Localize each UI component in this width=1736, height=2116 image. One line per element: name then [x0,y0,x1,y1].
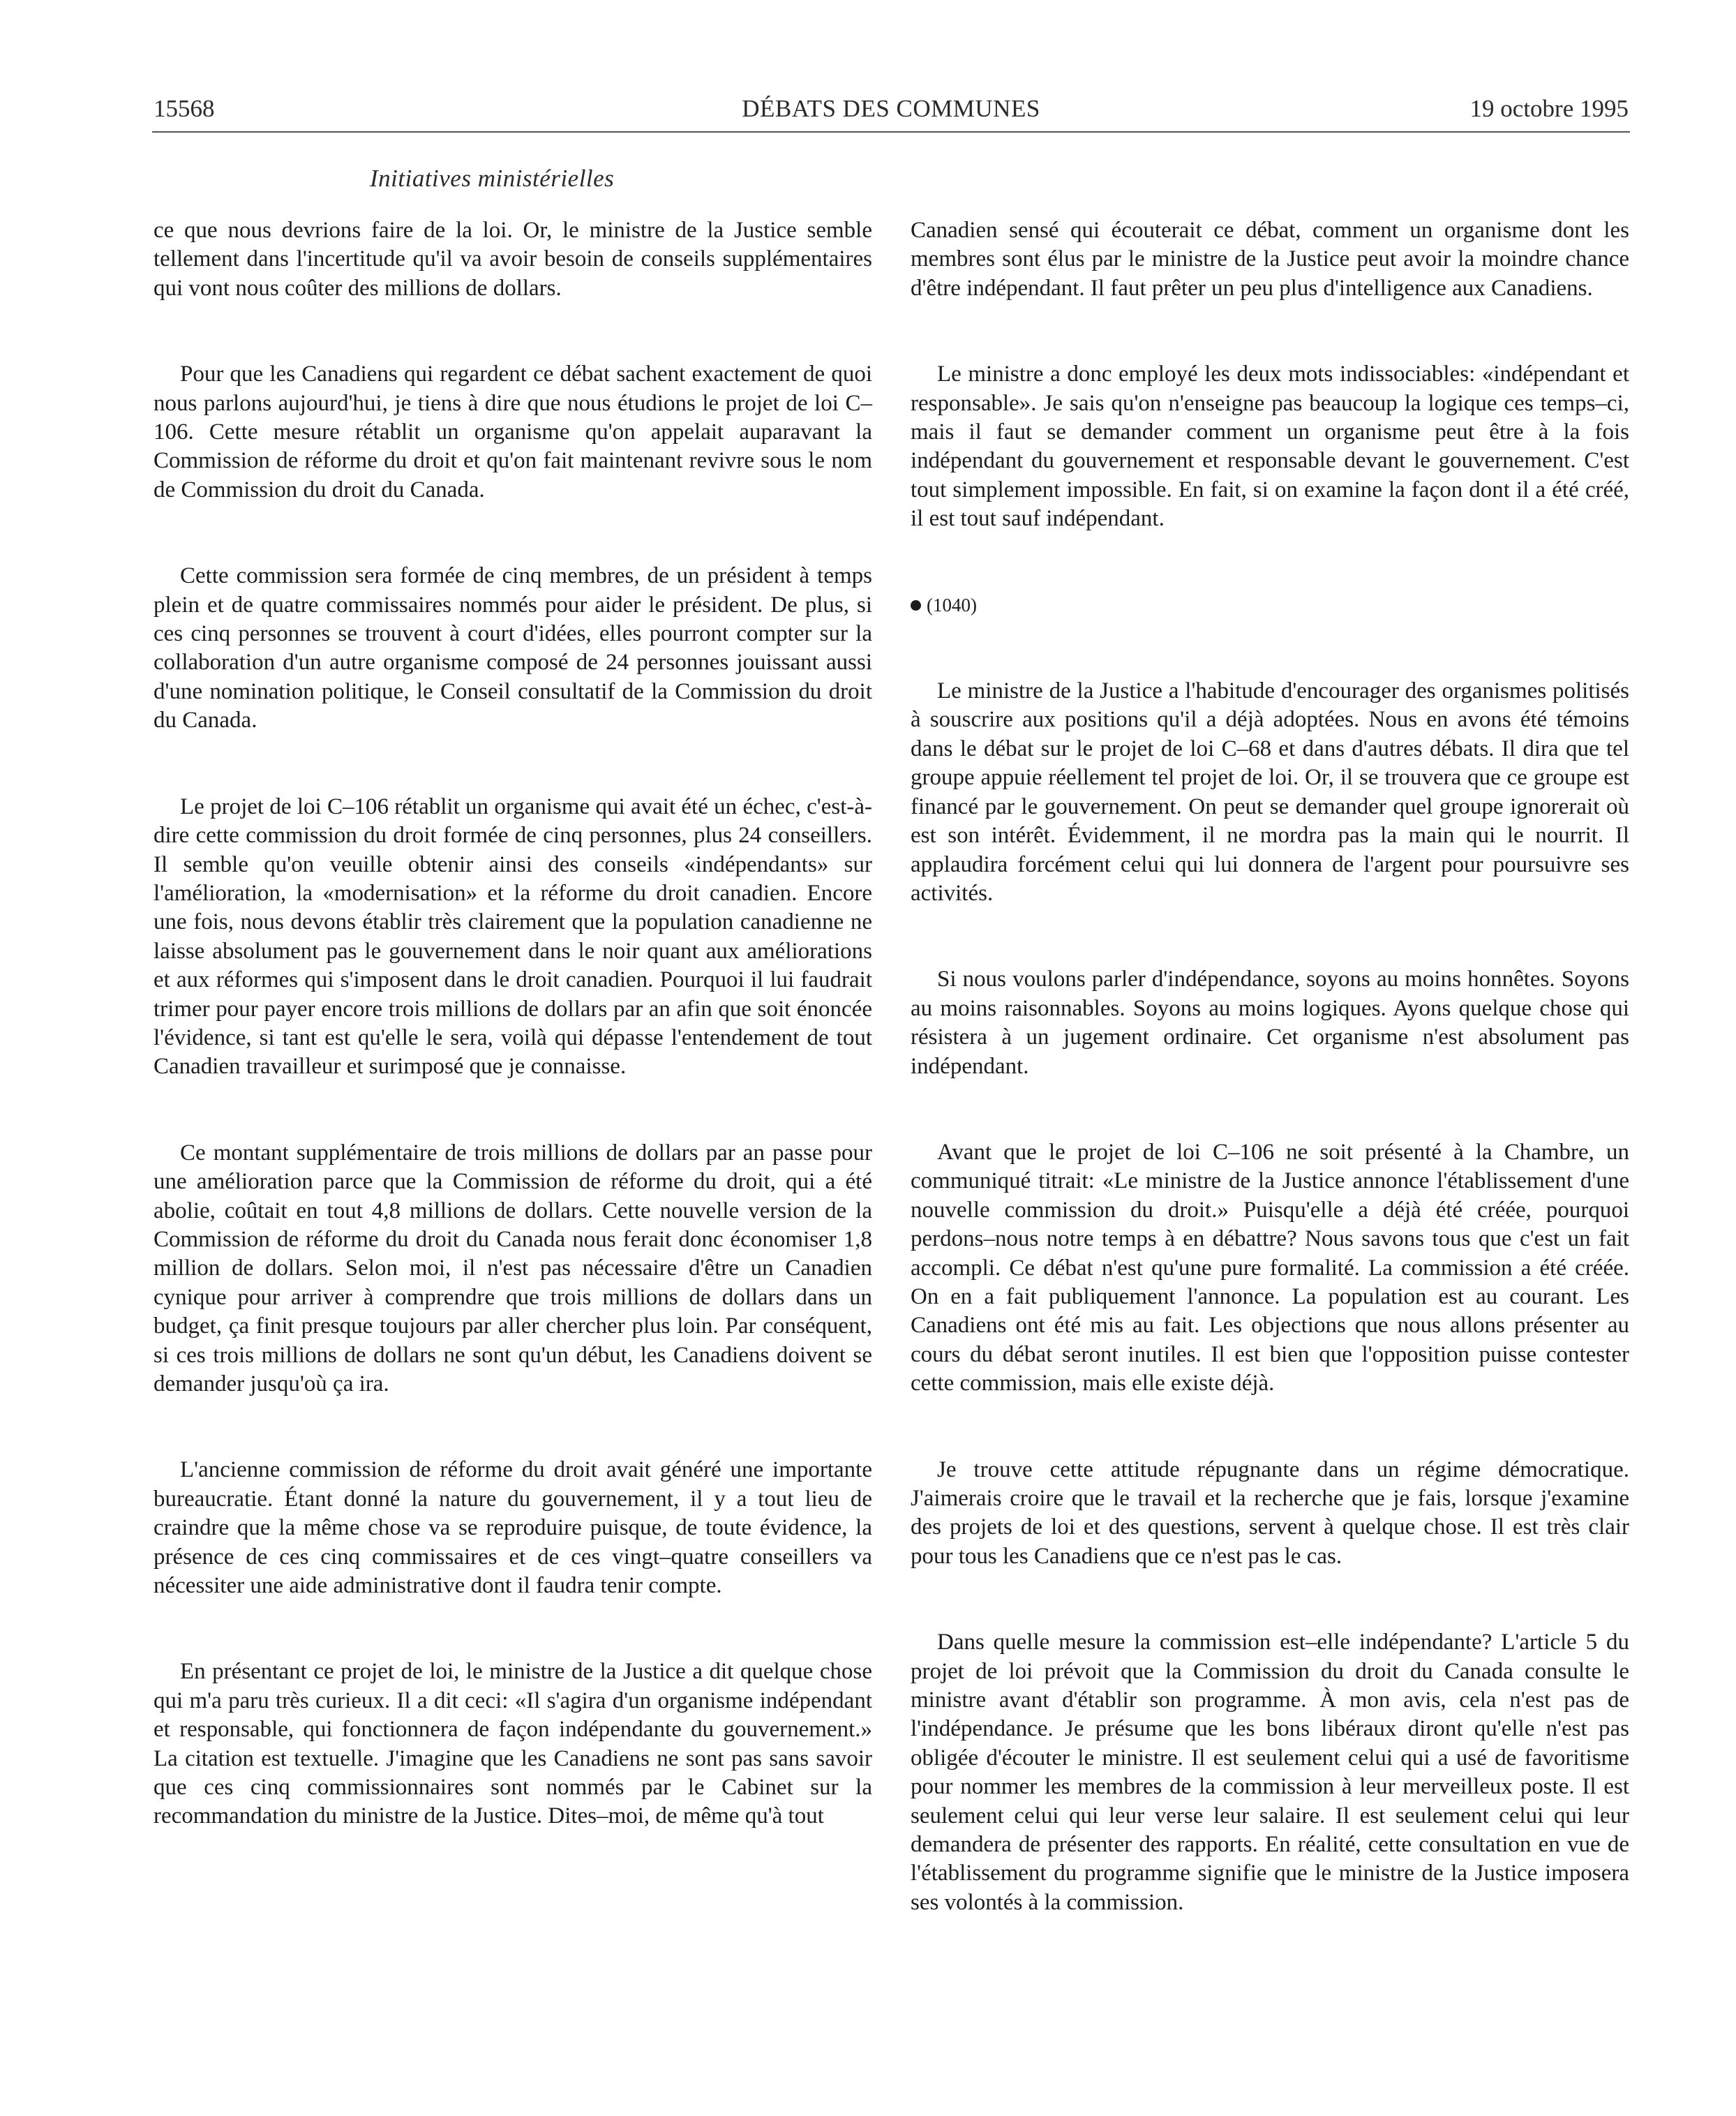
bullet-icon [911,600,921,611]
paragraph: Le projet de loi C–106 rétablit un organisme qui avait été un échec, c'est-à-dire cette commission du droit formée de cinq personnes, plus 24 conseillers. Il semble qu'on veuille obtenir ainsi des conseils «indépendants» sur l'amélioration, la «modernisation» et la réforme du droit canadien. Encore une fois, nous devons établir très clairement que la population canadienne ne laisse absolument pas le gouvernement dans le noir quant aux améliorations et aux réformes qui s'imposent dans le droit canadien. Pourquoi il lui faudrait trimer pour payer encore trois millions de dollars par an afin que soit énoncée l'évidence, si tant est qu'elle le sera, voilà qui dépasse l'entendement de tout Canadien travailleur et surimposé que je connaisse. [154,794,872,1080]
section-title: Initiatives ministérielles [370,165,615,192]
page-header [154,95,1629,134]
page-number: 15568 [154,95,215,122]
paragraph: Dans quelle mesure la commission est–elle indépendante? L'article 5 du projet de loi prévoit que la Commission du droit du Canada consulte le ministre avant d'établir son programme. À mon avis, cela n'est pas de l'indépendance. Je présume que les bons libéraux diront qu'elle n'est pas obligée d'écouter le ministre. Il est seulement celui qui a usé de favoritisme pour nommer les membres de la commission à leur merveilleux poste. Il est seulement celui qui leur verse leur salaire. Il est seulement celui qui leur demandera de présenter des rapports. En réalité, cette consultation en vue de l'établissement du programme signifie que le ministre de la Justice imposera ses volontés à la commission. [911,1630,1629,1915]
paragraph: Le ministre de la Justice a l'habitude d'encourager des organismes politisés à souscrire aux positions qu'il a déjà adoptées. Nous en avons été témoins dans le débat sur le projet de loi C–68 et dans d'autres débats. Il dira que tel groupe appuie réellement tel projet de loi. Or, il se trouvera que ce groupe est financé par le gouvernement. On peut se demander quel groupe ignorerait où est son intérêt. Évidemment, il ne mordra pas la main qui le nourrit. Il applaudira forcément celui qui lui donnera de l'argent pour poursuivre ses activités. [911,678,1629,906]
time-marker [911,591,1629,620]
publication-title: DÉBATS DES COMMUNES [742,95,1040,122]
paragraph: Le ministre a donc employé les deux mots indissociables: «indépendant et responsable». Je sais qu'on n'enseigne pas beaucoup la logique ces temps–ci, mais il faut se demander comment un organisme peut être à la fois indépendant du gouvernement et responsable devant le gouvernement. C'est tout simplement impossible. En fait, si on examine la façon dont il a été créé, il est tout sauf indépendant. [911,362,1629,532]
paragraph: Cette commission sera formée de cinq membres, de un président à temps plein et de quatre commissaires nommés pour aider le président. De plus, si ces cinq personnes se trouvent à court d'idées, elles pourront compter sur la collaboration d'un autre organisme composé de 24 personnes jouissant aussi d'une nomination politique, le Conseil consultatif de la Commission du droit du Canada. [154,563,872,733]
paragraph: Je trouve cette attitude répugnante dans un régime démocratique. J'aimerais croire que le travail et la recherche que je fais, lorsque j'examine des projets de loi et des questions, servent à quelque chose. Il est très clair pour tous les Canadiens que ce n'est pas le cas. [911,1456,1629,1569]
left-column [154,216,872,1888]
header-rule [152,131,1630,133]
paragraph: L'ancienne commission de réforme du droit avait généré une importante bureaucratie. Étant donné la nature du gouvernement, il y a tout lieu de craindre que la même chose va se reproduire puisque, de toute évidence, la présence de ces cinq commissaires et de ces vingt–quatre conseillers va nécessiter une aide administrative dont il faudra tenir compte. [154,1457,872,1599]
paragraph: Ce montant supplémentaire de trois millions de dollars par an passe pour une amélioration parce que la Commission de réforme du droit, qui a été abolie, coûtait en tout 4,8 millions de dollars. Cette nouvelle version de la Commission de réforme du droit du Canada nous ferait donc économiser 1,8 million de dollars. Selon moi, il n'est pas nécessaire d'être un Canadien cynique pour arriver à comprendre que trois millions de dollars dans un budget, ça finit presque toujours par aller chercher plus loin. Par conséquent, si ces trois millions de dollars ne sont qu'un début, les Canadiens doivent se demander jusqu'où ça ira. [154,1140,872,1396]
paragraph: Pour que les Canadiens qui regardent ce débat sachent exactement de quoi nous parlons aujourd'hui, je tiens à dire que nous étudions le projet de loi C–106. Cette mesure rétablit un organisme qu'on appelait auparavant la Commission de réforme du droit et qu'on fait maintenant revivre sous le nom de Commission du droit du Canada. [154,362,872,502]
paragraph: ce que nous devrions faire de la loi. Or, le ministre de la Justice semble tellement dans l'incertitude qu'il va avoir besoin de conseils supplémentaires qui vont nous coûter des millions de dollars. [154,218,872,301]
right-column [911,216,1629,1974]
publication-date: 19 octobre 1995 [1469,95,1629,122]
paragraph: Si nous voulons parler d'indépendance, soyons au moins honnêtes. Soyons au moins raisonnables. Soyons au moins logiques. Ayons quelque chose qui résistera à un jugement ordinaire. Cet organisme n'est absolument pas indépendant. [911,967,1629,1079]
time-marker-label: (1040) [927,594,977,616]
paragraph: Canadien sensé qui écouterait ce débat, comment un organisme dont les membres sont élus par le ministre de la Justice peut avoir la moindre chance d'être indépendant. Il faut prêter un peu plus d'intelligence aux Canadiens. [911,218,1629,301]
paragraph: En présentant ce projet de loi, le ministre de la Justice a dit quelque chose qui m'a paru très curieux. Il a dit ceci: «Il s'agira d'un organisme indépendant et responsable, qui fonctionnera de façon indépendante du gouvernement.» La citation est textuelle. J'imagine que les Canadiens ne sont pas sans savoir que ces cinq commissionnaires sont nommés par le Cabinet sur la recommandation du ministre de la Justice. Dites–moi, de même qu'à tout [154,1659,872,1829]
paragraph: Avant que le projet de loi C–106 ne soit présenté à la Chambre, un communiqué titrait: «Le ministre de la Justice annonce l'établissement d'une nouvelle commission du droit.» Puisqu'elle a déjà été créée, pourquoi perdons–nous notre temps à en débattre? Nous savons tous que c'est un fait accompli. Ce débat n'est qu'une pure formalité. La commission a été créée. On en a fait publiquement l'annonce. La population est au courant. Les Canadiens ont été mis au fait. Les objections que nous allons présenter au cours du débat seront inutiles. Il est bien que l'opposition puisse contester cette commission, mais elle existe déjà. [911,1139,1629,1396]
